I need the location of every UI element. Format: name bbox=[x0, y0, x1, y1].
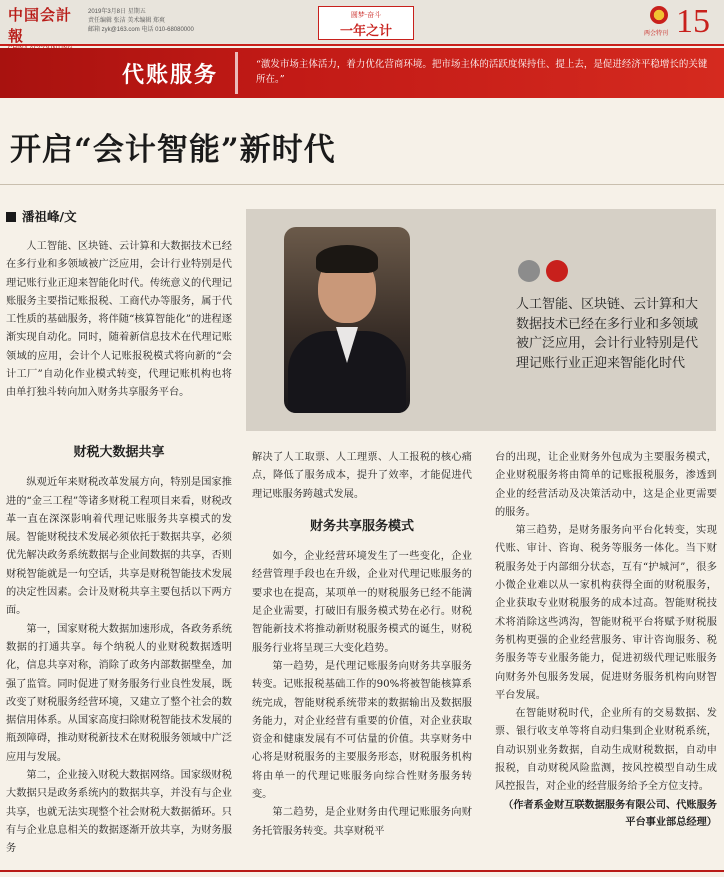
quote-dots-icon bbox=[518, 260, 574, 286]
pull-quote: 人工智能、区块链、云计算和大数据技术已经在多行业和多领域被广泛应用，会计行业特别是代理记账行业正迎来智能化时代 bbox=[516, 297, 699, 371]
issue-date: 2019年3月8日 星期五 bbox=[88, 9, 146, 15]
grey-dot-icon bbox=[518, 260, 540, 282]
author-square-icon bbox=[6, 212, 16, 222]
section-quote: “激发市场主体活力，着力优化营商环境。把市场主体的活跃度保持住、提上去，是促进经济平稳增长的关键所在。” bbox=[256, 59, 708, 85]
page-number: 15 bbox=[676, 3, 710, 40]
paragraph: 第二，企业接入财税大数据网络。国家级财税大数据只是政务系统内的数据共享，并没有与企业共享，也就无法实现整个社会财税大数据循环。只有与企业息息相关的数据逐渐开放共享，为财务服务 bbox=[6, 770, 232, 855]
slogan-top: 圆梦·奋斗 bbox=[350, 11, 382, 19]
paragraph: 如今，企业经营环境发生了一些变化，企业经营管理手段也在升级，企业对代理记账服务的要求也在提高，某项单一的财税服务已经不能满足企业需要，打破旧有服务模式势在必行。财税智能新技术将推动新财税服务模式的诞生，财税服务行业将呈现三大变化趋势。 bbox=[252, 551, 472, 654]
section-heading-1: 财税大数据共享 bbox=[73, 445, 165, 460]
paragraph-continued: 台的出现，让企业财务外包成为主要服务模式，企业财税服务将由简单的记账报税服务，渗透到企业的经营活动及决策活动中，这是企业更需要的服务。 bbox=[495, 452, 717, 518]
slogan-badge bbox=[318, 6, 414, 40]
paragraph-continued: 解决了人工取票、人工理票、人工报税的核心痛点，降低了服务成本，提升了效率，才能促进代理记账服务跨越式发展。 bbox=[252, 452, 472, 500]
red-dot-icon bbox=[546, 260, 568, 282]
paragraph: 第一，国家财税大数据加速形成，各政务系统数据的打通共享。每个纳税人的业财税数据透明化，信息共享对称，消除了政务内部数据壁垒，加强了监管。同时促进了财务服务行业良性发展，既改变了财税服务经营环境，又建立了整个社会的数据信用体系。从国家高度扫除财税智能技术发展的瓶颈障碍，推动财税新技术在财税服务领域中广泛应用与发展。 bbox=[6, 623, 232, 763]
headline-divider bbox=[0, 184, 724, 185]
article-column-3 bbox=[495, 449, 717, 831]
article-column-1-top bbox=[6, 238, 232, 403]
issue-editors: 责任编辑 张洁 美术编辑 郑爽 bbox=[88, 18, 166, 24]
slogan-main: 一年之计 bbox=[339, 24, 392, 39]
author-name: 潘祖峰/文 bbox=[22, 209, 77, 224]
author-bio: （作者系金财互联数据服务有限公司、代账服务平台事业部总经理） bbox=[503, 799, 717, 828]
paragraph: 在智能财税时代，企业所有的交易数据、发票、银行收支单等将自动归集到企业财税系统，自动识别业务数据，自动生成财税数据，自动申报税，自动财税风险监测，按风控模型自动生成风控报告，对企业的经营服务给予全方位支持。 bbox=[495, 708, 717, 793]
article-column-1 bbox=[6, 430, 232, 859]
paragraph: 纵观近年来财税改革发展方向，特别是国家推进的“金三工程”等诸多财税工程项目来看，财税改革一直在深深影响着代理记账服务共享模式的发展。智能财税技术发展必须依托于数据共享，必须优先解决政务系统数据与企业间数据的共享，否则财税智能就是一句空话，共享是财税智能技术发展的决定性因素。会计及财税共享主要包括以下两方面。 bbox=[6, 477, 232, 617]
article-headline: 开启“会计智能”新时代 bbox=[10, 132, 336, 168]
special-label: 两会特刊 bbox=[644, 31, 669, 37]
issue-info bbox=[88, 8, 208, 35]
photo-hair bbox=[316, 245, 378, 273]
paragraph: 第二趋势，是企业财务由代理记账服务向财务托管服务转变。共享财税平 bbox=[252, 807, 472, 837]
masthead bbox=[0, 0, 724, 46]
paragraph: 第一趋势，是代理记账服务向财务共享服务转变。记账报税基础工作的90%将被智能核算系统完成，智能财税系统带来的数据输出及数据服务能力，对企业经营有重要的价值，对企业获取资金和健康发展有不可估量的价值。共享财务中心将是财税服务的主要服务形态，财税服务机构将由单一的代理记账服务向综合性财务服务转变。 bbox=[252, 660, 472, 801]
author-photo bbox=[284, 227, 410, 413]
feature-box bbox=[246, 209, 716, 431]
paragraph: 第三趋势，是财务服务向平台化转变，实现代账、审计、咨询、税务等服务一体化。当下财税服务处于内部细分状态，互有“护城河”，很多小微企业难以从一家机构获得全面的财税服务，企业获取专业财税服务的成本过高。智能财税技术将消除这些鸿沟，智能财税平台将赋予财税服务机构更强的企业经营服务、审计咨询服务、税务服务等专业服务能力，促进初级代理记账服务向财务外包服务发展，促进财务服务机构向财智平台发展。 bbox=[495, 525, 717, 701]
section-title: 代账服务 bbox=[122, 62, 219, 88]
section-heading-2: 财务共享服务模式 bbox=[309, 518, 414, 534]
intro-paragraph: 人工智能、区块链、云计算和大数据技术已经在多行业和多领域被广泛应用，会计行业特别是代理记账行业正迎来智能化时代。传统意义的代理记账服务主要指记账报税、工商代办等服务，属于代工性质的基础服务，将伴随“核算智能化”的进程逐渐实现自动化。同时，随着新信息技术在代理记账领域的应用，会计个人记账报税模式将向新的“会计工厂”自动化作业模式转变，代理记账机构也将由单打独斗转向加入财务共享服务平台。 bbox=[6, 241, 232, 399]
bottom-rule bbox=[0, 870, 724, 872]
band-divider bbox=[235, 52, 238, 94]
emblem-icon bbox=[650, 6, 668, 24]
article-author bbox=[6, 207, 77, 225]
logo-chinese: 中国会計報 bbox=[8, 6, 73, 45]
issue-contact: 邮箱 zyk@163.com 电话 010-68080000 bbox=[88, 27, 194, 33]
article-column-2 bbox=[252, 449, 472, 841]
section-band bbox=[0, 48, 724, 98]
